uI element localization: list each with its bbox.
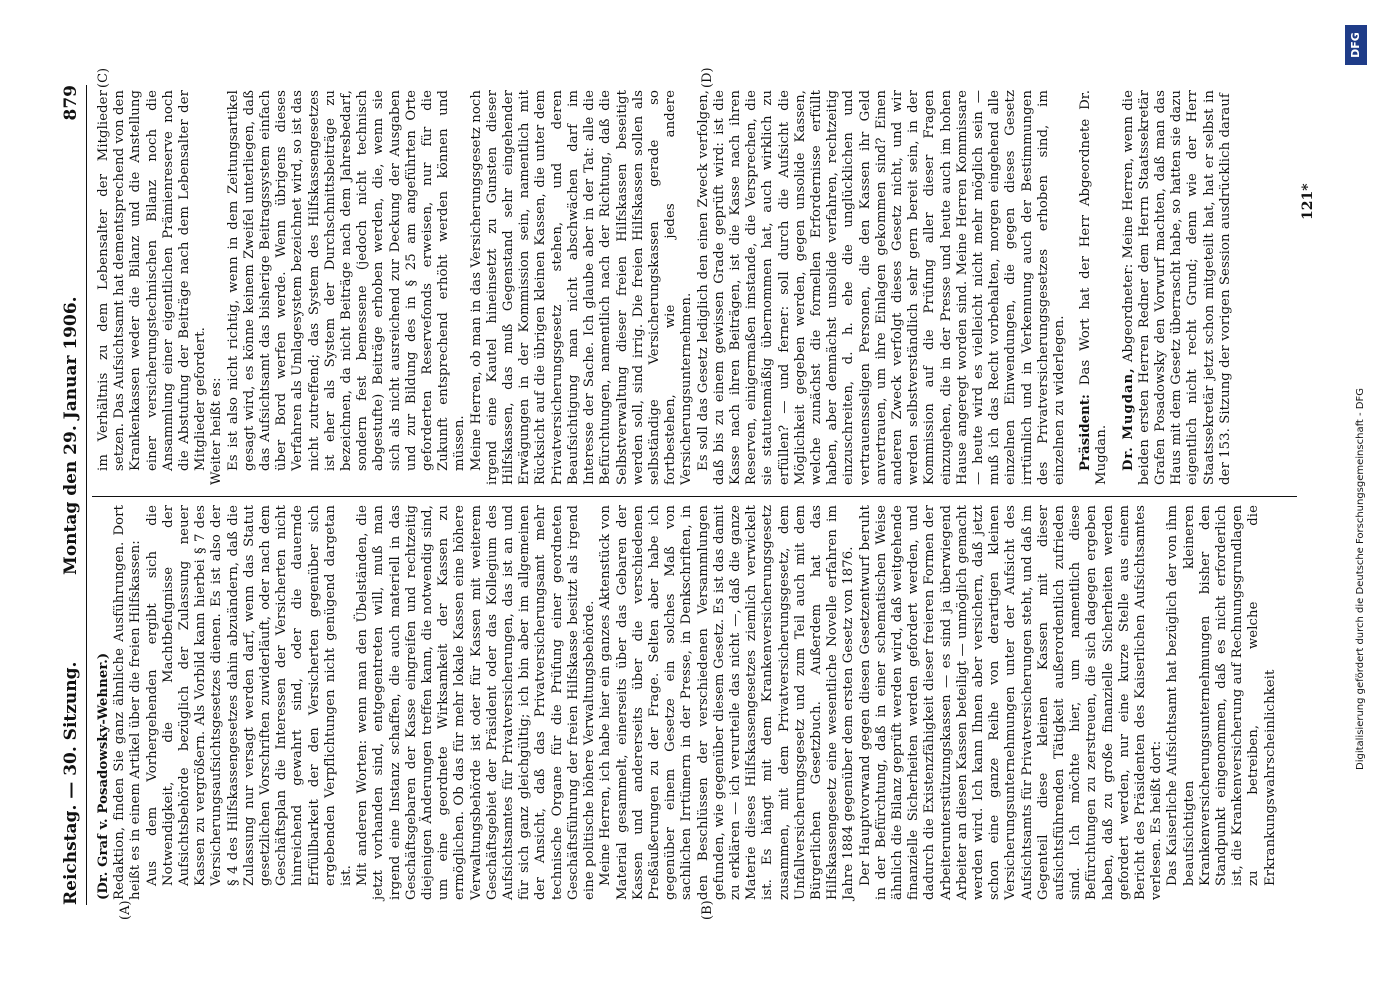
page-header [55,85,89,905]
mugdan-speech [1121,90,1234,485]
margin-marker-c: (C) [96,67,111,88]
column-divider [92,496,1297,497]
margin-marker-a: (A) [118,900,133,920]
header-rule [86,85,87,905]
paragraph: Der Hauptvorwand gegen diesen Gesetzentwurf beruht in der Befürchtung, daß in einer schematischen Weise ähnlich die Bilanz geprüft werden wird, daß weitgehende finanzielle Sicherheiten werden gefordert werden, und dadurch die Existenzfähigkeit dieser freieren Formen der Arbeiterunterstützungskassen — es sind ja überwiegend Arbeiter an diesen Kassen beteiligt — unmöglich gemacht werden wird. Ich kann Ihnen aber versichern, daß jetzt schon eine ganze Reihe von derartigen kleinen Versicherungsunternehmungen unter der Aufsicht des Aufsichtsamts für Privatversicherungen steht, und daß im Gegenteil diese kleinen Kassen mit dieser aufsichtsführenden Tätigkeit außerordentlich zufrieden sind. Ich möchte hier, um namentlich diese Befürchtungen zu zerstreuen, die sich dagegen ergeben haben, daß zu große finanzielle Sicherheiten werden gefordert werden, nur eine kurze Stelle aus einem Bericht des Präsidenten des Kaiserlichen Aufsichtsamtes verlesen. Es heißt dort: [857,505,1165,900]
quoted-paragraph: Aus dem Vorhergehenden ergibt sich die Notwendigkeit, die Machtbefugnisse der Aufsichtsbehörde bezüglich der Zulassung neuer Kassen zu vergrößern. Als Vorbild kann hierbei § 7 des Versicherungsaufsichtsgesetzes dienen. Es ist also der § 4 des Hilfskassengesetzes dahin abzuändern, daß die Zulassung nur versagt werden darf, wenn das Statut gesetzlichen Vorschriften zuwiderläuft, oder nach dem Geschäftsplan die Interessen der Versicherten nicht hinreichend gewahrt sind, oder die dauernde Erfüllbarkeit der den Versicherten gegenüber sich ergebenden Verpflichtungen nicht genügend dargetan ist. [144,505,355,886]
page-number: 879 [61,85,81,121]
margin-marker-b: (B) [700,900,715,920]
speaker-name: Dr. Mugdan, [1120,367,1136,471]
text-column-left [96,505,1279,900]
quoted-paragraph: im Verhältnis zu dem Lebensalter der Mitglieder setzen. Das Aufsichtsamt hat dementsprechend von den Krankenkassen weder die Bilanz und die Anstellung einer versicherungstechnischen Bilanz noch die Ansammlung einer eigentlichen Prämienreserve noch die Abstufung der Beiträge nach dem Lebensalter der Mitglieder gefordert. [96,90,209,471]
paragraph: Redaktion, finden Sie ganz ähnliche Ausführungen. Dort heißt es in einem Artikel über die freien Hilfskassen: [112,505,144,900]
speaker-reference: (Dr. Graf v. Posadowsky-Wehner.) [96,652,111,900]
margin-marker-d: (D) [700,67,715,88]
dfg-logo: DFG [1345,25,1367,65]
header-date: Montag den 29. Januar 1906. [61,296,81,575]
digitization-note: Digitalisierung gefördert durch die Deutsche Forschungsgemeinschaft - DFG [1355,387,1366,770]
quoted-paragraph: Das Kaiserliche Aufsichtsamt hat bezüglich der von ihm beaufsichtigten kleineren Krankenversicherungsunternehmungen bisher den Standpunkt eingenommen, daß es nicht erforderlich ist, die Krankenversicherung auf Rechnungsgrundlagen zu betreiben, welche die Erkrankungswahrscheinlichkeit [1165,505,1278,886]
quoted-paragraph: Es ist also nicht richtig, wenn in dem Zeitungsartikel gesagt wird, es könne keinem Zweifel unterliegen, daß das Aufsichtsamt das bisherige Beitragssystem einfach über Bord werfen werde. Wenn übrigens dieses Verfahren als Umlagesystem bezeichnet wird, so ist das nicht zutreffend; das System des Hilfskassengesetzes ist eher als System der Durchschnittsbeiträge zu bezeichnen, da nicht Beiträge nach dem Jahresbedarf, sondern fest bemessene (jedoch nicht technisch abgestufte) Beiträge erhoben werden, die, wenn sie sich als nicht ausreichend zur Deckung der Ausgaben und zur Bildung des in § 25 am angeführten Orte geforderten Reservefonds erweisen, nur für die Zukunft entsprechend erhöht werden können und müssen. [225,90,468,471]
paragraph: Meine Herren, ob man in das Versicherungsgesetz noch irgend eine Kautel hineinsetzt zu Gunsten dieser Hilfskassen, das muß Gegenstand sehr eingehender Erwägungen in der Kommission sein, namentlich mit Rücksicht auf die übrigen kleinen Kassen, die unter dem Privatversicherungsgesetz stehen, und deren Beaufsichtigung man nicht abschwächen darf im Interesse der Sache. Ich glaube aber in der Tat: alle die Befürchtungen, namentlich nach der Richtung, daß die Selbstverwaltung dieser freien Hilfskassen beseitigt werden soll, sind irrig. Die freien Hilfskassen sollen als selbständige Versicherungskassen gerade so fortbestehen, wie jedes andere Versicherungsunternehmen. [468,90,695,485]
paragraph: Weiter heißt es: [209,377,225,485]
paragraph: Es soll das Gesetz lediglich den einen Zweck verfolgen, daß bis zu einem gewissen Grade geprüft wird: ist die Kasse nach ihren Beiträgen, ist die Kasse nach ihren Reserven, einigermaßen imstande, die Versprechen, die sie statutenmäßig übernommen hat, auch wirklich zu erfüllen? — und ferner: soll durch die Aufsicht die Möglichkeit gegeben werden, gegen unsolide Kassen, welche zunächst die formellen Erfordernisse erfüllt haben, aber demnächst unsolide verfahren, rechtzeitig einzuschreiten, d. h. ehe die unglücklichen und vertrauensseligen Personen, die den Kassen ihr Geld anvertrauen, um ihre Einlagen gekommen sind? Einen anderen Zweck verfolgt dieses Gesetz nicht, und wir werden selbstverständlich sehr gern bereit sein, in der Kommission auf die Prüfung aller dieser Fragen einzugehen, die in der Presse und heute auch im hohen Hause angeregt worden sind. Meine Herren Kommissare — heute wird es vielleicht nicht mehr möglich sein — muß ich das Recht vorbehalten, morgen eingehend alle einzelnen Einwendungen, die gegen dieses Gesetz irrtümlich und in Verkennung auch der Bestimmungen des Privatversicherungsgesetzes erhoben sind, im einzelnen zu widerlegen. [695,90,1067,485]
signature-mark: 121* [1300,183,1316,220]
paragraph: Meine Herren, ich habe hier ein ganzes Aktenstück von Material gesammelt, einerseits über das Gebaren der Kassen und andererseits über die verschiedenen Preßäußerungen zu der Frage. Selten aber habe ich gegenüber einem Gesetze ein solches Maß von sachlichen Irrtümern in der Presse, in Denkschriften, in den Beschlüssen der verschiedenen Versammlungen gefunden, wie gegenüber diesem Gesetz. Es ist das damit zu erklären — ich verurteile das nicht —, daß die ganze Materie dieses Hilfskassengesetzes ziemlich verwickelt ist. Es hängt mit dem Krankenversicherungsgesetz zusammen, mit dem Privatversicherungsgesetz, dem Unfallversicherungsgesetz und zum Teil auch mit dem Bürgerlichen Gesetzbuch. Außerdem hat das Hilfskassengesetz eine wesentliche Novelle erfahren im Jahre 1884 gegenüber dem ersten Gesetz von 1876. [598,505,857,900]
speech-text: Meine Herren, wenn die beiden ersten Herren Redner dem Herrn Staatssekretär Grafen Posadowsky den Vorwurf machten, daß man das Haus mit dem Gesetz überrascht habe, so hatten sie dazu eigentlich nicht recht Grund; denn wie der Herr Staatssekretär jetzt schon mitgeteilt hat, hat er selbst in der 153. Sitzung der vorigen Session ausdrücklich darauf [1120,90,1233,485]
paragraph: Mit anderen Worten: wenn man den Übelständen, die jetzt vorhanden sind, entgegentreten will, muß man irgend eine Instanz schaffen, die auch materiell in das Geschäftsgebaren der Kasse eingreifen und rechtzeitig diejenigen Änderungen treffen kann, die notwendig sind, um eine geordnete Wirksamkeit der Kassen zu ermöglichen. Ob das für mehr lokale Kassen eine höhere Verwaltungsbehörde ist oder für Kassen mit weiterem Geschäftsgebiet der Präsident oder das Kollegium des Aufsichtsamtes für Privatversicherungen, das ist an und für sich ganz gleichgültig; ich bin aber im allgemeinen der Ansicht, daß das Privatversicherungsamt mehr technische Organe für die Prüfung einer geordneten Geschäftsführung der freien Hilfskasse besitzt als irgend eine politische höhere Verwaltungsbehörde. [355,505,598,900]
president-label: Präsident: [1078,393,1094,471]
header-left: Reichstag. — 30. Sitzung. [61,661,81,905]
speaker-role: Abgeordneter: [1120,263,1136,363]
president-text: Das Wort hat der Herr Abgeordnete Dr. Mugdan. [1078,90,1110,485]
president-statement [1078,90,1110,485]
text-column-right [96,90,1234,485]
